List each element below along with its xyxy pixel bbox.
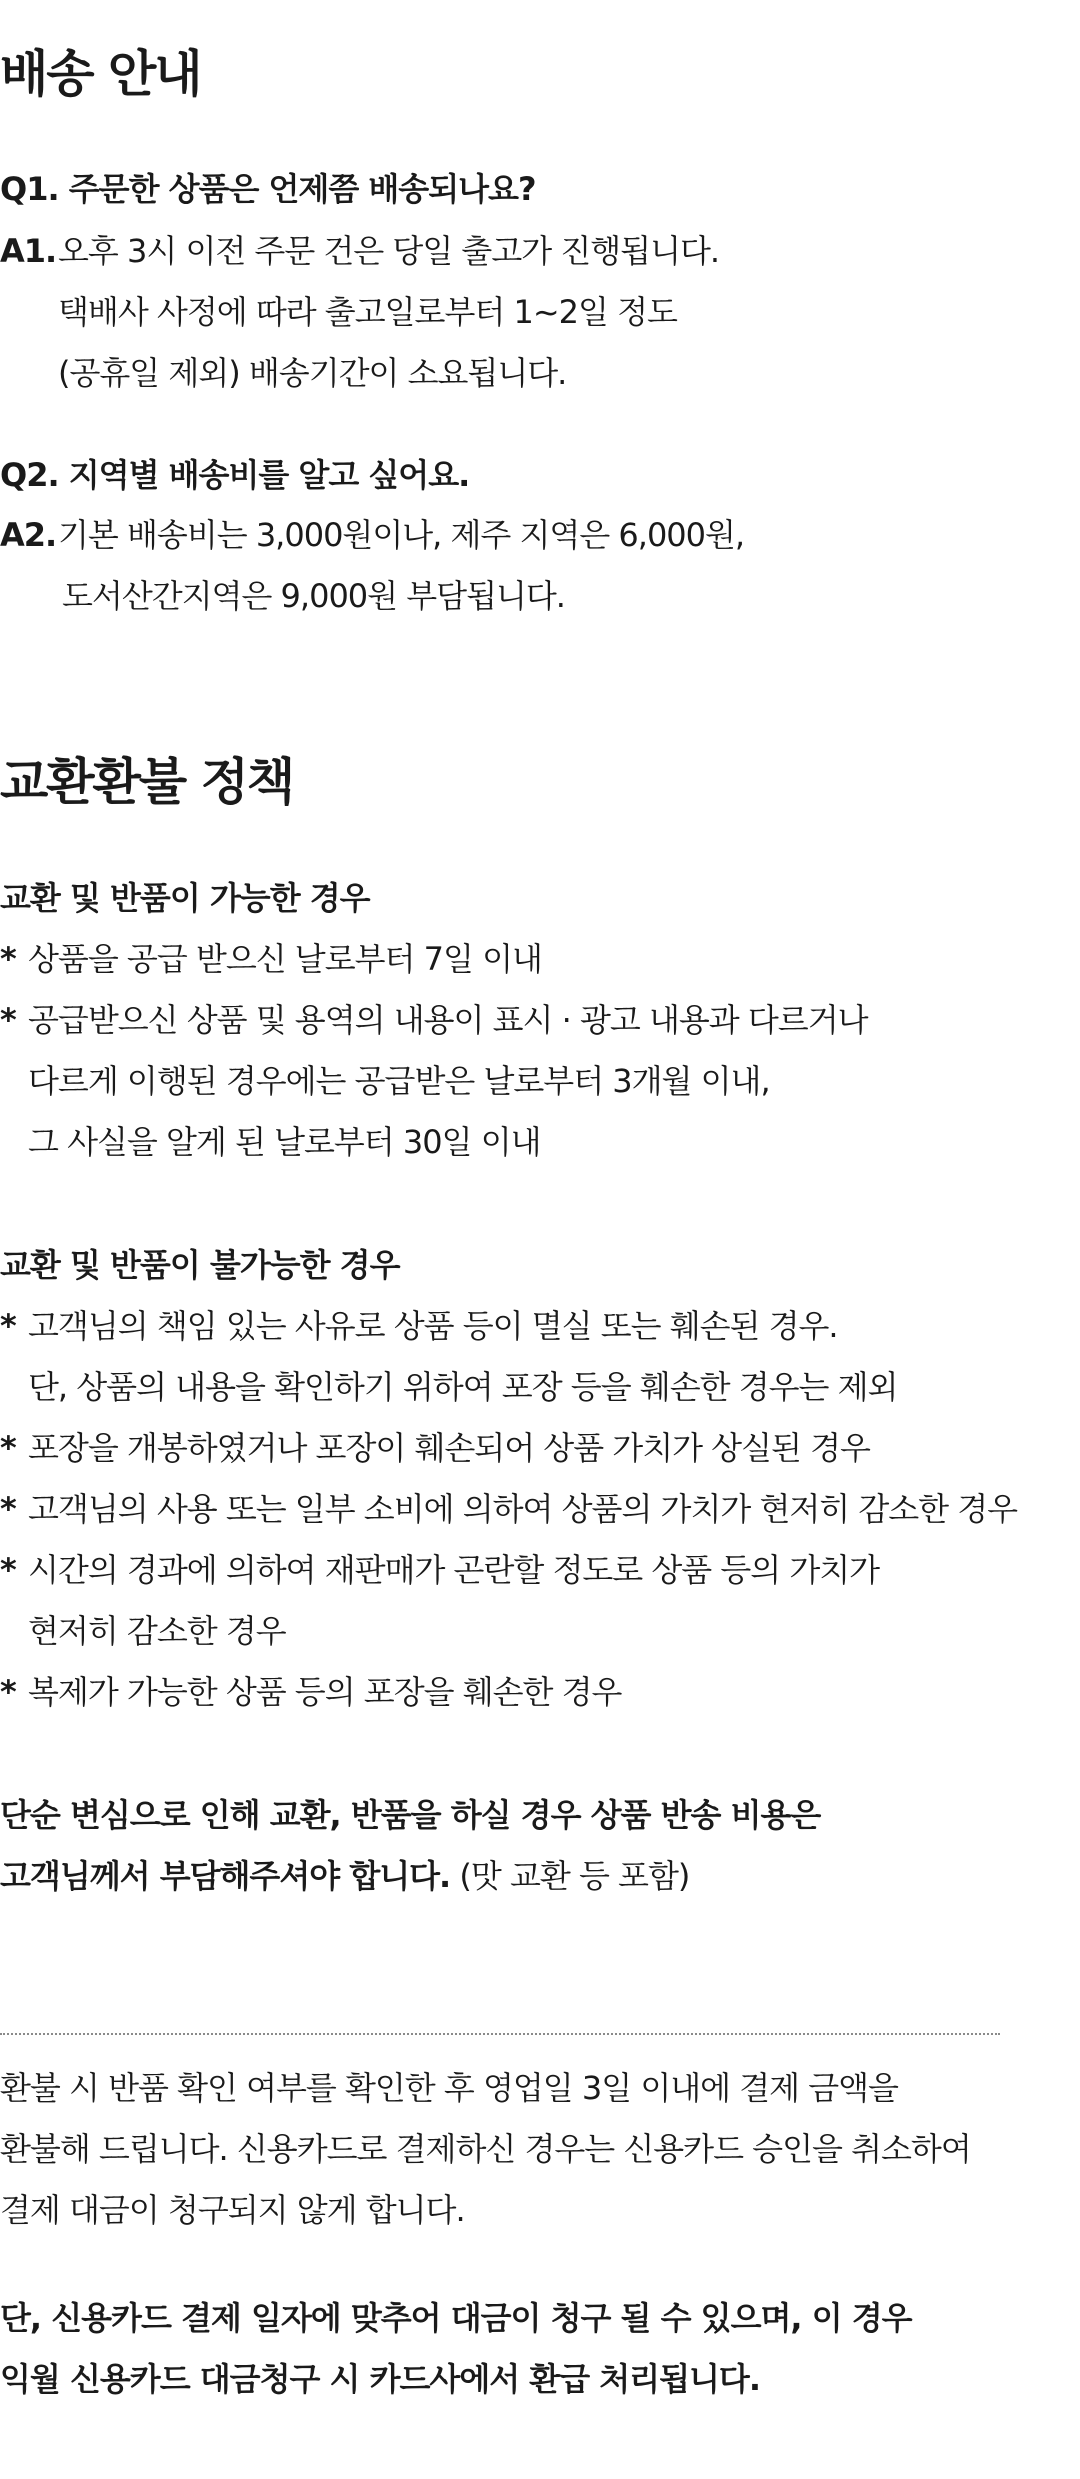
bullet-icon: *	[0, 1429, 16, 1467]
list-item-continued: 현저히 감소한 경우	[28, 1612, 286, 1650]
answer-line: (공휴일 제외) 배송기간이 소요됩니다.	[58, 354, 567, 392]
list-item: * 상품을 공급 받으신 날로부터 7일 이내	[0, 940, 542, 978]
faq-question-2: Q2. 지역별 배송비를 알고 싶어요.	[0, 456, 470, 494]
refund-process-text: 결제 대금이 청구되지 않게 합니다.	[0, 2191, 465, 2229]
answer-line: 도서산간지역은 9,000원 부담됩니다.	[62, 577, 565, 615]
possible-heading: 교환 및 반품이 가능한 경우	[0, 879, 370, 917]
shipping-title: 배송 안내	[0, 45, 201, 103]
list-item: * 시간의 경과에 의하여 재판매가 곤란할 정도로 상품 등의 가치가	[0, 1551, 880, 1589]
bullet-icon: *	[0, 1551, 16, 1589]
list-item: * 복제가 가능한 상품 등의 포장을 훼손한 경우	[0, 1673, 622, 1711]
refund-process-text: 환불해 드립니다. 신용카드로 결제하신 경우는 신용카드 승인을 취소하여	[0, 2130, 971, 2168]
list-item: * 포장을 개봉하였거나 포장이 훼손되어 상품 가치가 상실된 경우	[0, 1429, 870, 1467]
bullet-icon: *	[0, 1673, 16, 1711]
answer-label: A2.	[0, 516, 57, 554]
list-item: * 공급받으신 상품 및 용역의 내용이 표시 · 광고 내용과 다르거나	[0, 1001, 868, 1039]
bullet-icon: *	[0, 1307, 16, 1345]
card-refund-notice: 단, 신용카드 결제 일자에 맞추어 대금이 청구 될 수 있으며, 이 경우	[0, 2299, 912, 2337]
list-item-continued: 그 사실을 알게 된 날로부터 30일 이내	[28, 1123, 541, 1161]
answer-label: A1.	[0, 232, 57, 270]
dotted-divider	[0, 2033, 1000, 2035]
faq-answer-2	[0, 510, 744, 556]
return-cost-notice-line2: 고객님께서 부담해주셔야 합니다. (맛 교환 등 포함)	[0, 1857, 690, 1895]
list-item-continued: 단, 상품의 내용을 확인하기 위하여 포장 등을 훼손한 경우는 제외	[28, 1368, 898, 1406]
impossible-heading: 교환 및 반품이 불가능한 경우	[0, 1246, 400, 1284]
refund-process-text: 환불 시 반품 확인 여부를 확인한 후 영업일 3일 이내에 결제 금액을	[0, 2069, 898, 2107]
answer-line: 오후 3시 이전 주문 건은 당일 출고가 진행됩니다.	[58, 232, 720, 270]
list-item: * 고객님의 사용 또는 일부 소비에 의하여 상품의 가치가 현저히 감소한 경우	[0, 1490, 1018, 1528]
faq-question-1: Q1. 주문한 상품은 언제쯤 배송되나요?	[0, 170, 536, 208]
faq-answer-1	[0, 226, 719, 272]
bullet-icon: *	[0, 1490, 16, 1528]
bullet-icon: *	[0, 940, 16, 978]
list-item-continued: 다르게 이행된 경우에는 공급받은 날로부터 3개월 이내,	[28, 1062, 770, 1100]
list-item: * 고객님의 책임 있는 사유로 상품 등이 멸실 또는 훼손된 경우.	[0, 1307, 838, 1345]
refund-policy-title: 교환환불 정책	[0, 753, 294, 811]
bullet-icon: *	[0, 1001, 16, 1039]
answer-line: 기본 배송비는 3,000원이나, 제주 지역은 6,000원,	[58, 516, 745, 554]
return-cost-notice: 단순 변심으로 인해 교환, 반품을 하실 경우 상품 반송 비용은	[0, 1796, 821, 1834]
answer-line: 택배사 사정에 따라 출고일로부터 1~2일 정도	[58, 293, 677, 331]
card-refund-notice: 익월 신용카드 대금청구 시 카드사에서 환급 처리됩니다.	[0, 2360, 760, 2398]
